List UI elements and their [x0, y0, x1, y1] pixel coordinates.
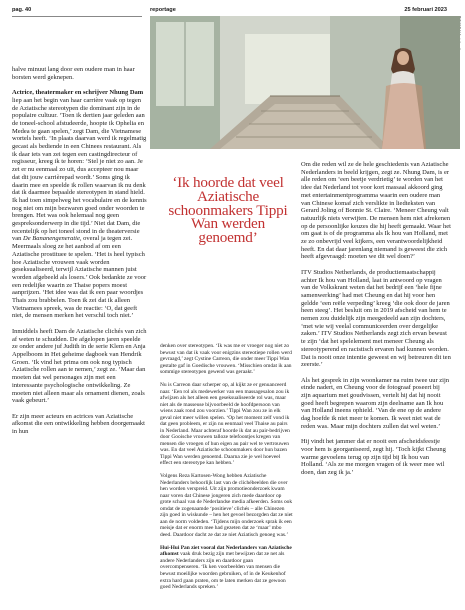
paragraph: Volgens Reza Kartosen-Wong hebben Aziatische Nederlanders behoorlijk last van de clichébeelden die over hen worden verspreid. Uit zijn promotieonderzoek kwam naar voren dat Chinese jongeren zich mede daardoor op grote schaal van de Nederlandse media afkeerden. Soms ook omdat de zogenaamde ‘positieve’ clichés – alle Chinezen zijn goed in wiskunde – hen het gevoel bezorgden dat ze niet aan de norm voldeden. ‘Tijdens mijn onderzoek sprak ik een meisje dat er enorm mee had gezeten dat ze ‘maar’ mbo deed. Daardoor dacht ze dat ze niet Aziatisch genoeg was.’ [160, 473, 293, 538]
paragraph: Hij vindt het jammer dat er nooit een afscheidsfeestje voor hem is georganiseerd, zegt hij. ‘Toch kijkt Cheung warme gevoelens terug op zijn tijd bij Ik hou van Holland. ‘Als ze me morgen vragen of ik weer mee wil doen, dan zeg ik ja.’ [301, 438, 446, 477]
article-column-3 [301, 161, 451, 477]
paragraph: denken over stereotypen. ‘Ik was me er vroeger nog niet zo bewust van dat ik vaak voor enigzins stereotiepe rollen werd gevraagd,’ zegt Cystine Carreon, die onder meer Tippi Wan gestalte gaf in Goedische vrouwen. ‘Misschien omdat ik aan sommige stereotypen gewend was geraakt.’ [160, 343, 292, 376]
paragraph: Om die reden wil ze de hele geschiedenis van Aziatische Nederlanders in beeld krijgen, zegt ze. Nhung Dam, is er alle reden om ‘een beetje verdrietig’ te worden van het idee dat Nederland tot voor kort massaal akkoord ging met entertainmentprogramma waarin een oudere man van Chinese komaf zich verslikte in liedteksten van Gerard Joling of Bonnie St. Claire. ‘Meneer Cheung valt natuurlijk niets verwijten. De mensen hem niet afrekenen op de persoonlijke keuzes die hij heeft gemaakt. Waar het om gaat is of de programma als Ik hou van Holland, met ze zo onbevrijd veel kijkers, een verantwoordelijkheid heeft. En dat daar jarenlang niemand is geweest die zich heeft afgevraagd: moeten we dit wel doen?’ [301, 161, 451, 261]
paragraph: halve minuut lang door een oudere man in haar borsten werd geknepen. [12, 66, 135, 81]
lead-in: Hui-Hui Pan ziet vooral dat Nederlanders van Aziatische afkomst [160, 544, 292, 558]
paragraph: Inmiddels heeft Dam de Aziatische clichés van zich af weten te schudden. De afgelopen jaren speelde ze onder andere juf Judith in de serie Klem en Anja Appelboom in Het geheime dagboek van Hendrik Groen. ‘Ik vind het prima om ook nog typisch Aziatische rollen aan te nemen,’ zegt ze. ‘Maar dan moeten dat wel personages zijn met een interessante psychologische ontwikkeling. Ze moeten niet alleen maar als ornament dienen, zoals vaak gebeurt.’ [12, 327, 147, 405]
section-label: reportage [150, 7, 176, 13]
article-column-1 [12, 66, 147, 436]
woman-on-staircase-photo [150, 16, 460, 149]
page-number: pag. 40 [12, 7, 32, 13]
paragraph: Nu is Carreon daar scherper op, al kijkt ze er genuanceerd naar. ‘Een rol als medewerker van een massagesalon zou ik afwijzen als het alleen een geseksualiseerde rol was, maar niet als de masseuse bijvoorbeeld de hoofdpersoon van wiens zaak rond zou voorzien.’ Tippi Wan zou ze in elk geval niet meer willen spelen. ‘Op het moment zelf vond ik dat geen probleem, er zijn nu eenmaal veel Thaise au pairs in Nederland. Maar achteraf hoorde ik dat au pair-bedrijven door Gooische vrouwen talloze telefoontjes kregen van mensen die vroegen of hun eigen au pair wel te vertrouwen was. En dat veel Aziatische schoonmakers door hun bazen Tippi Wan werden genoemd. Daarna zie je wel hoeveel effect een stereotype kan hebben.’ [160, 382, 290, 467]
paragraph: Hui-Hui Pan ziet vooral dat Nederlanders van Aziatische afkomst vaak druk bezig zijn met bewijzen dat ze net als andere Nederlanders zijn en daardoor gaan overcompenseren. ‘Ik ken voorbeelden van mensen die bewust moeilijke woorden gebruiken, of in de Keukenhof extra hard gaan praten, om te laten merken dat ze gewoon goed Nederlands spreken.’ [160, 544, 292, 591]
paragraph: Er zijn meer acteurs en actrices van Aziatische afkomst die een ontwikkeling hebben doorgemaakt in hun [12, 412, 145, 435]
article-photo [150, 16, 460, 149]
article-column-2 [160, 343, 293, 597]
issue-date: 25 februari 2023 [404, 7, 447, 13]
pull-quote: ‘Ik hoorde dat veel Aziatische schoonmakers Tippi Wan werden genoemd’ [168, 174, 288, 247]
header-rule-left [12, 16, 142, 17]
paragraph: ITV Studios Netherlands, de productiemaatschappij achter Ik hou van Holland, laat in antwoord op vragen van de Volkskrant weten dat het bedrijf een ‘hele fijne samenwerking’ had met Cheung en dat hij voor hen geldde ‘een reële verpeding’ kreeg ‘die ook door de jaren heen steeg’. Het besluit om in 2019 afscheid van hem te nemen zou duidelijk zijn meegedeeld aan zijn dochters, ‘met wie wij veelal communiceerden over dergelijke zaken.’ ITV Studios Netherlands zegt zich ervan bewust te zijn ‘dat het spelelement met meneer Cheung als stereotyperend en racistisch ervaren had kunnen worden. Dat is nooit onze intentie geweest en wij betreuren dit ten zeerste.’ [301, 268, 451, 369]
paragraph: Als het gesprek in zijn woonkamer na ruim twee uur zijn einde nadert, en Cheung voor de fotograaf poseert bij zijn aquarium met goudvissen, vertelt hij dat hij nooit goed heeft begrepen waarom zijn deelname aan Ik hou van Holland ineens ophield. ‘Van de ene op de andere dag hoefde ik niet meer te komen. Ik weet niet wat de reden was. Maar mijn dochters zullen dat wel weten.’ [301, 376, 450, 430]
lead-in: Actrice, theatermaker en schrijver Nhung Dam [12, 89, 144, 97]
paragraph: Actrice, theatermaker en schrijver Nhung Dam liep aan het begin van haar carrière vaak op tegen de Aziatische stereotypen die dominant zijn in de populaire cultuur. ‘Toen ik dertien jaar geleden aan de toneel-school afstudeerde, hoopte ik Ophelia en Medea te gaan spelen,’ zegt Dam, die Vietnamese wortels heeft. ‘In plaats daarvan werd ik regelmatig gecast als bediende in een Chinees restaurant. Als ik daar iets van zei tegen een castingdirecteur of regisseur, kreeg ik te horen: ‘Stel je niet zo aan. Je zet er nu eenmaal zo uit, dus accepteer nou maar dat dit jouw carrièrepad wordt.’ Soms ging ik daarin mee en speelde ik rollen waarvan ik nu denk dat ik daarmee bepaalde stereotypen in stand hield. Ik had toen simpelweg het vocabulaire en de kennis nog niet om mijn bezwaren goed onder woorden te brengen. Het was ook helemaal nog geen gespreksonderwerp in die tijd.’ Niet dat Dam, die recentelijk op het toneel stond in de theaterversie van De Bananengeneratie, overal ja tegen zei. Meermaals sloeg ze het aanbod af om een Aziatische prostituee te spelen. ‘Het is heel typisch hoe Aziatische vrouwen vaak worden geseksualiseerd, terwijl Aziatische mannen juist worden afgebeeld als losers.’ Ook bedankte ze voor een redelijke waarin ze Thaise popers moest aanprijzen. ‘Het idee was dat ik een paar woordjes Thais zou brabbelen. Toen ik zei dat ik alleen Vietnamees spreek, was de reactie: ‘O, dat geeft niet, de mensen merken het verschil toch niet.’ [12, 89, 147, 320]
